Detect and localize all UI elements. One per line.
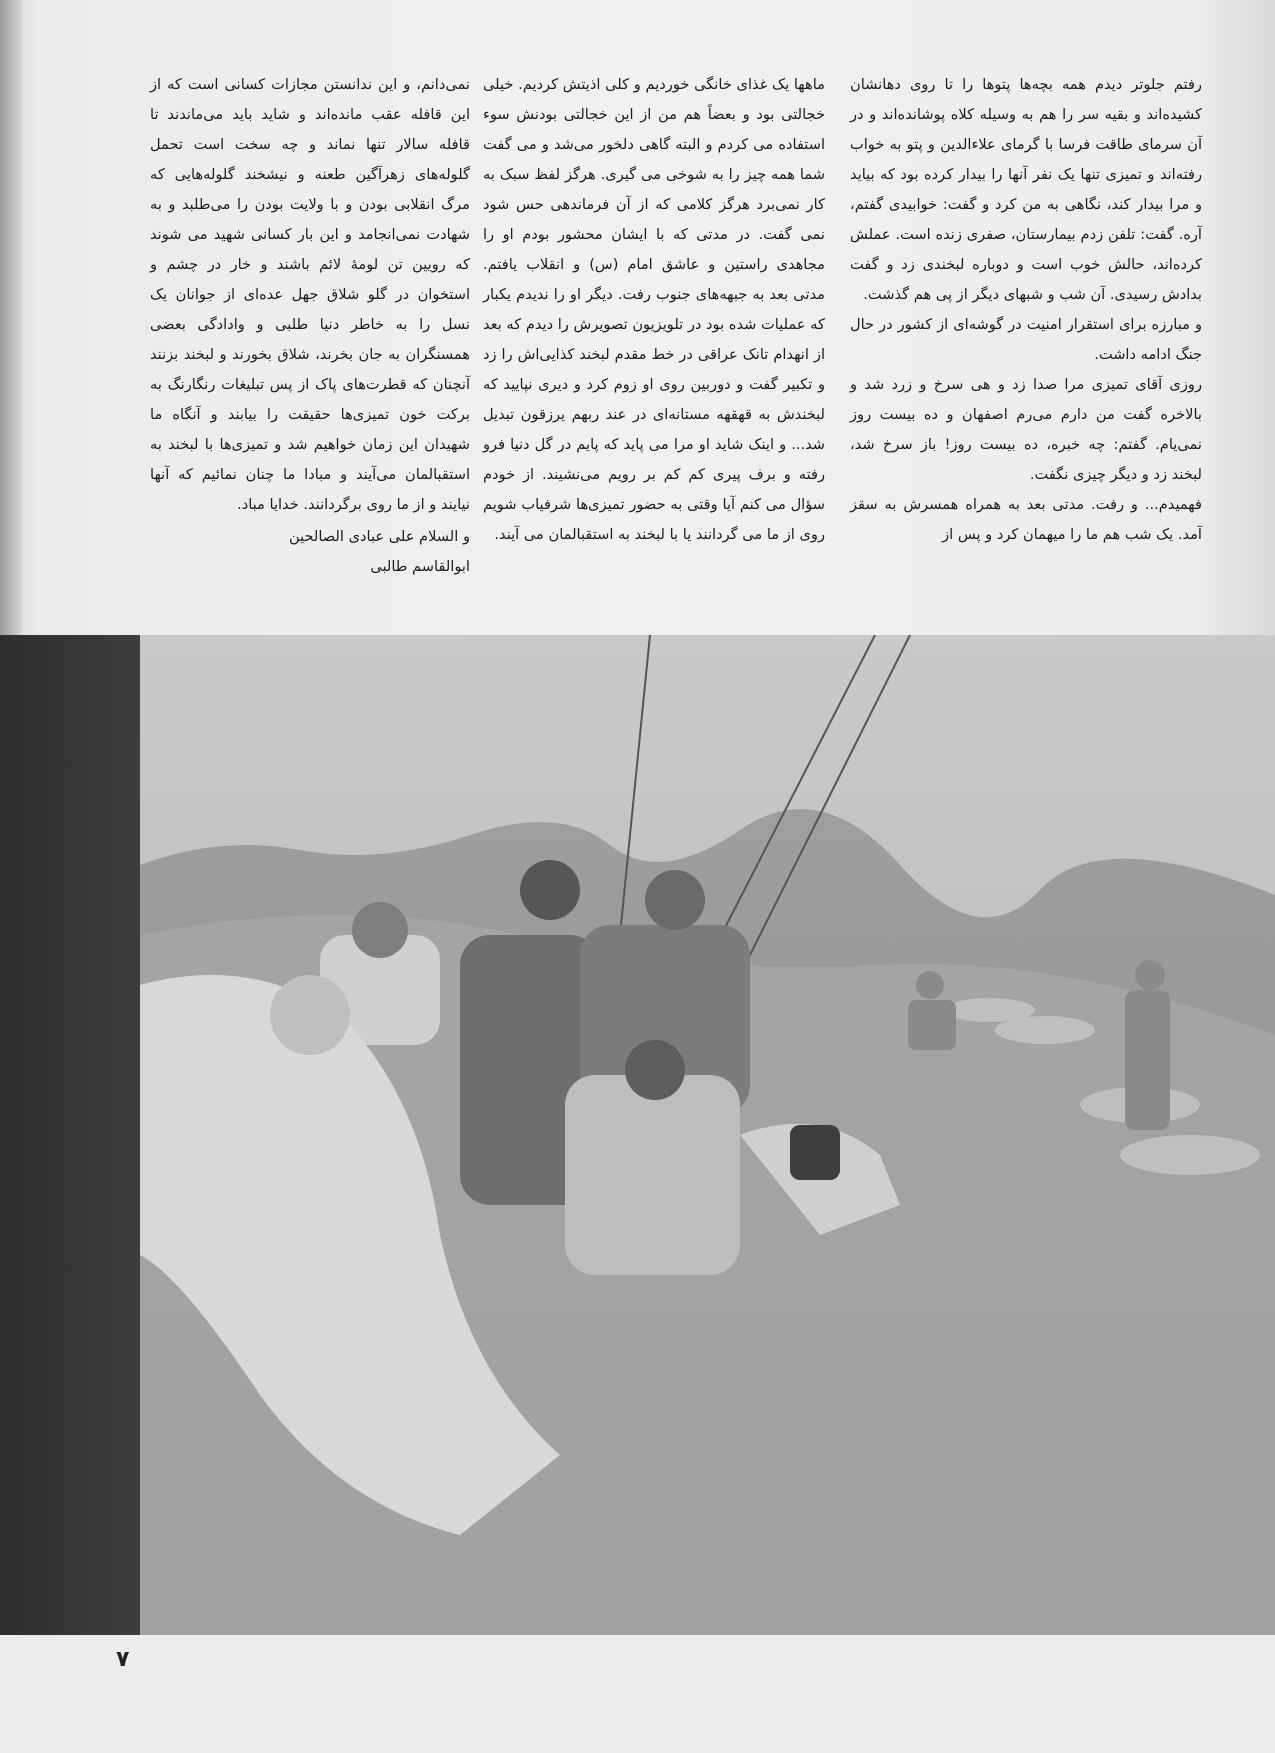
war-photo-illustration	[140, 635, 1275, 1635]
page-bottom-margin	[0, 1635, 1275, 1753]
paragraph: رفتم جلوتر دیدم همه بچه‌ها پتوها را تا روی دهانشان کشیده‌اند و بقیه سر را هم به وسیله کلاه پوشانده‌اند و در آن سرمای طاقت فرسا با گرمای علاءالدین و پتو به خواب رفته‌اند و تمیزی تنها یک نفر آنها را بیدار کرده بود که بیاید و مرا بیدار کند، نگاهی به من کرد و گفت: خوابیدی گفتم، آره. گفت: تلفن زدم بیمارستان، صفری زنده است. عملش کرده‌اند، حالش خوب است و دوباره لبخندی زد و گفت بدادش رسیدی. آن شب و شبهای دیگر از پی هم گذشت.	[850, 76, 1202, 303]
paragraph: روزی آقای تمیزی مرا صدا زد و هی سرخ و زرد شد و بالاخره گفت من دارم می‌رم اصفهان و ده بیست روز نمی‌یام. گفتم: چه خبره، ده بیست روز! باز سرخ شد، لبخند زد و دیگر چیزی نگفت.	[850, 376, 1202, 483]
article-column-middle	[483, 70, 825, 550]
article-column-left	[150, 70, 470, 582]
war-photo	[140, 635, 1275, 1635]
author-name: ابوالقاسم طالبی	[370, 558, 470, 575]
closing-salutation: و السلام علی عبادی الصالحین	[288, 528, 470, 545]
paragraph: فهمیدم... و رفت. مدتی بعد به همراه همسرش به سقز آمد. یک شب هم ما را میهمان کرد و پس از	[850, 496, 1202, 543]
photo-side-band	[0, 635, 140, 1635]
signature-block	[150, 522, 470, 582]
paragraph: ماهها یک غذای خانگی خوردیم و کلی اذیتش کردیم. خیلی خجالتی بود و بعضاً هم من از این خجالتی بودنش سوء استفاده می کردم و البته گاهی دلخور می‌شد و می گفت شما همه چیز را به شوخی می گیری. هرگز لفظ سبک به کار نمی‌برد هرگز کلامی که از آن فرماندهی حس شود نمی گفت. در مدتی که با ایشان محشور بودم او را مجاهدی راستین و عاشق امام (س) و انقلاب یافتم. مدتی بعد به جبهه‌های جنوب رفت. دیگر او را ندیدم یکبار که عملیات شده بود در تلویزیون تصویرش را دیدم که بعد از انهدام تانک عراقی در خط مقدم لبخند کذایی‌اش را زد و تکبیر گفت و دوربین روی او زوم کرد و دیری نپایید که لبخندش به قهقهه مستانه‌ای در عند ربهم یرزقون تبدیل شد... و اینک شاید او مرا می پاید که پایم در گل دنیا فرو رفته و برف پیری کم کم بر رویم می‌نشیند. از خودم سؤال می کنم آیا وقتی به حضور تمیزی‌ها شرفیاب شویم روی از ما می گردانند یا با لبخند به استقبالمان می آیند.	[483, 76, 825, 543]
paragraph: و مبارزه برای استقرار امنیت در گوشه‌ای از کشور در حال جنگ ادامه داشت.	[850, 316, 1202, 363]
paragraph: نمی‌دانم، و این ندانستن مجازات کسانی است که از این قافله عقب مانده‌اند و شاید باید می‌ماندند تا قافله سالار تنها نماند و چه سخت است تحمل گلوله‌های زهرآگین طعنه و نیشخند گلوله‌هایی که مرگ انقلابی بودن و با ولایت بودن را می‌طلبد و به شهادت نمی‌انجامد و این بار کسانی شهید می شوند که رویین تن لومهٔ لائم باشند و خار در چشم و استخوان در گلو شلاق جهل عده‌ای از جوانان یک نسل را به خاطر دنیا طلبی و وادادگی بعضی همسنگران به جان بخرند، شلاق بخورند و لبخند بزنند آنچنان که قطرت‌های پاک از پس تبلیغات رنگارنگ به برکت خون تمیزی‌ها حقیقت را بیابند و آنگاه ما شهیدان این زمان خواهیم شد و تمیزی‌ها با لبخند به استقبالمان می‌آیند و مبادا ما چنان نمائیم که آنها نیایند و از ما روی برگردانند. خدایا مباد.	[150, 76, 470, 513]
page-number: ۷	[116, 1647, 130, 1672]
article-column-right	[850, 70, 1202, 550]
